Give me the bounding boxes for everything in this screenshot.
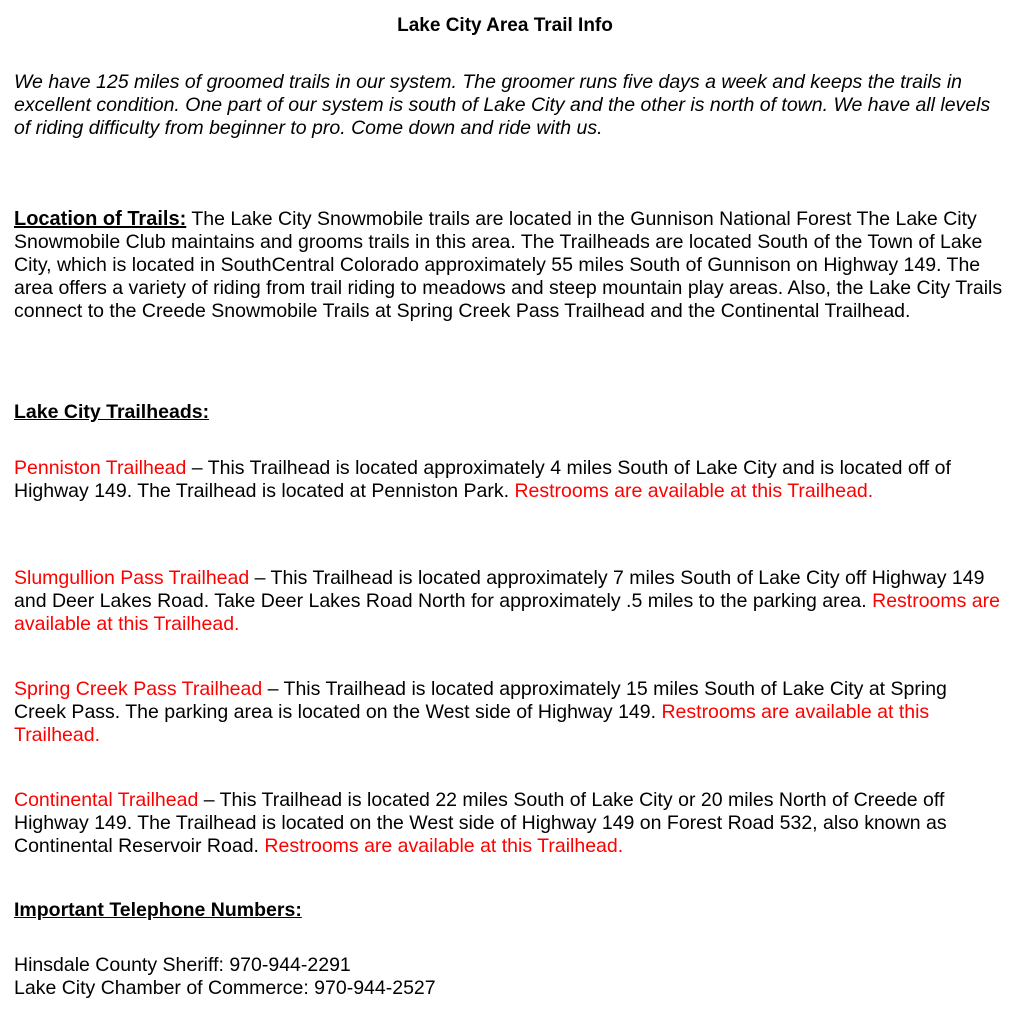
trailhead-name: Slumgullion Pass Trailhead	[14, 567, 250, 589]
trailhead-description: – This Trailhead is located 22 miles South of Lake City or 20 miles North of Creede off Highway 149. The Trailhead is located on the West side of Highway 149 on Forest Road 532, also known as Continental Reservoir Road.	[14, 789, 947, 857]
trailhead-spring-creek	[14, 678, 1004, 747]
trailhead-name: Spring Creek Pass Trailhead	[14, 678, 263, 700]
location-paragraph	[14, 208, 1004, 323]
trailhead-restrooms-note: Restrooms are available at this Trailhead.	[14, 590, 1000, 635]
phone-chamber: Lake City Chamber of Commerce: 970-944-2527	[14, 977, 436, 999]
trailhead-slumgullion	[14, 567, 1004, 636]
location-label: Location of Trails:	[14, 208, 187, 230]
trailheads-heading: Lake City Trailheads:	[14, 401, 210, 423]
trailhead-restrooms-note: Restrooms are available at this Trailhead.	[264, 835, 624, 857]
trailhead-restrooms-note: Restrooms are available at this Trailhead.	[514, 480, 874, 502]
trailhead-restrooms-note: Restrooms are available at this Trailhead.	[14, 701, 930, 746]
trailhead-description: – This Trailhead is located approximately 7 miles South of Lake City off Highway 149 and Deer Lakes Road. Take Deer Lakes Road North for approximately .5 miles to the parking area.	[14, 567, 985, 612]
document-title: Lake City Area Trail Info	[397, 15, 613, 36]
intro-paragraph: We have 125 miles of groomed trails in our system. The groomer runs five days a week and keeps the trails in excellent condition. One part of our system is south of Lake City and the other is north of town. We have all levels of riding difficulty from beginner to pro. Come down and ride with us.	[14, 71, 991, 139]
trailhead-name: Continental Trailhead	[14, 789, 199, 811]
phone-list	[14, 954, 1004, 1000]
trailhead-penniston	[14, 457, 1004, 503]
trailhead-continental	[14, 789, 1004, 858]
trailhead-name: Penniston Trailhead	[14, 457, 187, 479]
trailhead-description: – This Trailhead is located approximately 15 miles South of Lake City at Spring Creek Pass. The parking area is located on the West side of Highway 149.	[14, 678, 947, 723]
phones-heading: Important Telephone Numbers:	[14, 899, 302, 921]
trailhead-description: – This Trailhead is located approximately 4 miles South of Lake City and is located off of Highway 149. The Trailhead is located at Penniston Park.	[14, 457, 951, 502]
location-text: The Lake City Snowmobile trails are located in the Gunnison National Forest The Lake City Snowmobile Club maintains and grooms trails in this area. The Trailheads are located South of the Town of Lake City, which is located in SouthCentral Colorado approximately 55 miles South of Gunnison on Highway 149. The area offers a variety of riding from trail riding to meadows and steep mountain play areas. Also, the Lake City Trails connect to the Creede Snowmobile Trails at Spring Creek Pass Trailhead and the Continental Trailhead.	[14, 208, 1003, 322]
phone-sheriff: Hinsdale County Sheriff: 970-944-2291	[14, 954, 351, 976]
